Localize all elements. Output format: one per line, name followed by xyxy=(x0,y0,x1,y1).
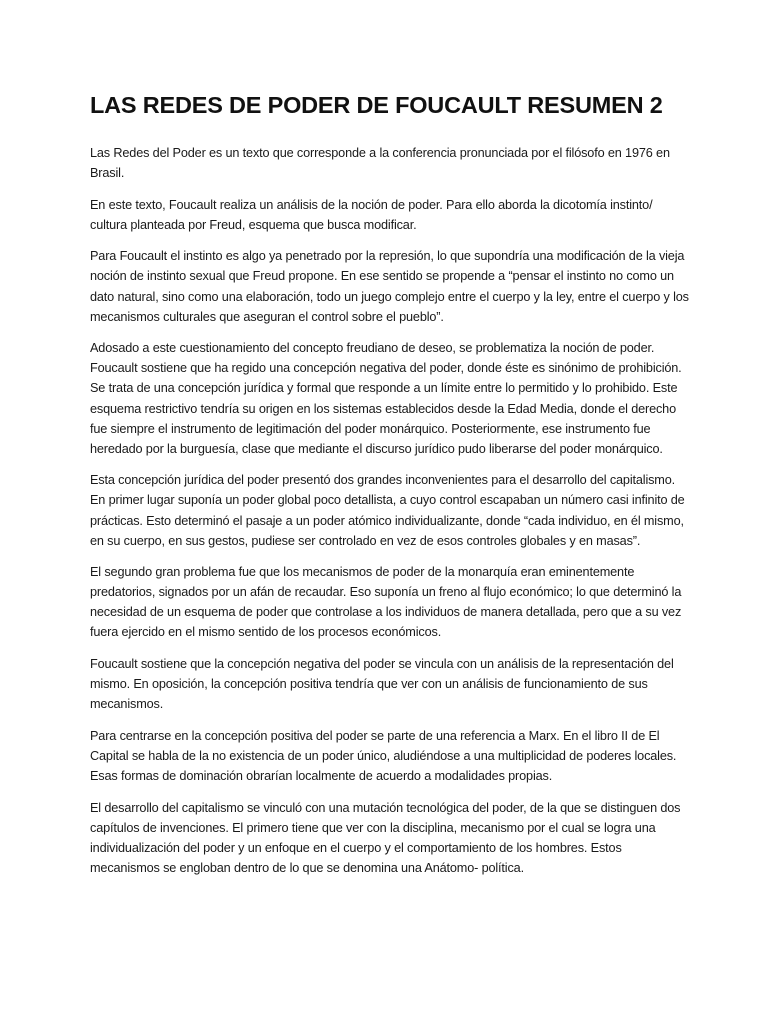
paragraph: Para Foucault el instinto es algo ya penetrado por la represión, lo que supondría una modificación de la vieja noción de instinto sexual que Freud propone. En ese sentido se propende a “pensar el instinto no como un dato natural, sino como una elaboración, todo un juego complejo entre el cuerpo y la ley, entre el cuerpo y los mecanismos culturales que aseguran el control sobre el pueblo”. xyxy=(90,249,689,324)
paragraph: En este texto, Foucault realiza un análisis de la noción de poder. Para ello aborda la dicotomía instinto/ cultura planteada por Freud, esquema que busca modificar. xyxy=(90,197,653,232)
paragraph: Foucault sostiene que la concepción negativa del poder se vincula con un análisis de la representación del mismo. En oposición, la concepción positiva tendría que ver con un análisis de funcionamiento de sus mecanismos. xyxy=(90,657,674,712)
paragraph: Las Redes del Poder es un texto que corresponde a la conferencia pronunciada por el filósofo en 1976 en Brasil. xyxy=(90,146,670,181)
document-body xyxy=(90,90,692,890)
paragraph: Esta concepción jurídica del poder presentó dos grandes inconvenientes para el desarrollo del capitalismo. En primer lugar suponía un poder global poco detallista, a cuyo control escapaban un número casi infinito de prácticas. Esto determinó el pasaje a un poder atómico individualizante, donde “cada individuo, en él mismo, en su cuerpo, en sus gestos, pudiese ser controlado en vez de esos controles globales y en masas”. xyxy=(90,473,685,548)
document-title: LAS REDES DE PODER DE FOUCAULT RESUMEN 2 xyxy=(90,92,663,118)
paragraph: El desarrollo del capitalismo se vinculó con una mutación tecnológica del poder, de la que se distinguen dos capítulos de invenciones. El primero tiene que ver con la disciplina, mecanismo por el cual se logra una individualización del poder y un enfoque en el cuerpo y el comportamiento de los hombres. Estos mecanismos se engloban dentro de lo que se denomina una Anátomo- política. xyxy=(90,800,681,875)
paragraph: Para centrarse en la concepción positiva del poder se parte de una referencia a Marx. En el libro II de El Capital se habla de la no existencia de un poder único, aludiéndose a una multiplicidad de poderes locales. Esas formas de dominación obrarían localmente de acuerdo a modalidades propias. xyxy=(90,728,677,784)
paragraph: El segundo gran problema fue que los mecanismos de poder de la monarquía eran eminentemente predatorios, signados por un afán de recaudar. Eso suponía un freno al flujo económico; lo que determinó la necesidad de un esquema de poder que controlase a los individuos de manera detallada, pero que a su vez fuera ejercido en el mismo sentido de los procesos económicos. xyxy=(90,565,682,640)
paragraph: Adosado a este cuestionamiento del concepto freudiano de deseo, se problematiza la noción de poder. Foucault sostiene que ha regido una concepción negativa del poder, donde éste es sinónimo de prohibición. Se trata de una concepción jurídica y formal que responde a un límite entre lo permitido y lo prohibido. Este esquema restrictivo tendría su origen en los sistemas establecidos desde la Edad Media, donde el derecho fue siempre el instrumento de legitimación del poder monárquico. Posteriormente, ese instrumento fue heredado por la burguesía, clase que mediante el discurso jurídico pudo liberarse del poder monárquico. xyxy=(90,341,682,456)
